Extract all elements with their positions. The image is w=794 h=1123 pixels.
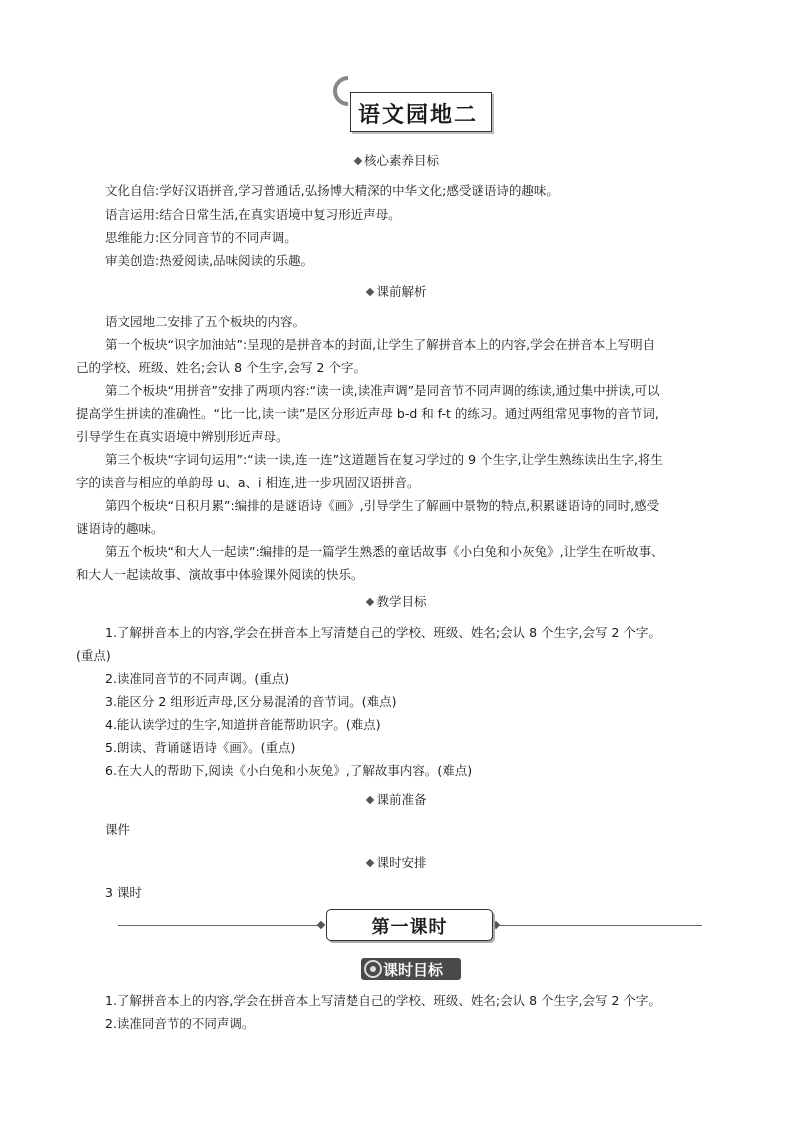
core-line: 文化自信:学好汉语拼音,学习普通话,弘扬博大精深的中华文化;感受谜语诗的趣味。 <box>105 183 559 198</box>
analysis-line: 提高学生拼读的准确性。“比一比,读一读”是区分形近声母 b-d 和 f-t 的练习。通过两组常见事物的音节词, <box>76 406 659 421</box>
section-heading-core-label: 核心素养目标 <box>363 153 439 168</box>
analysis-line: 和大人一起读故事、演故事中体验课外阅读的快乐。 <box>76 567 364 582</box>
lesson-rule-left <box>118 925 321 926</box>
schedule-text: 3 课时 <box>105 885 142 900</box>
prep-text: 课件 <box>105 822 131 837</box>
page-title: 语文园地二 <box>358 103 479 128</box>
diamond-icon <box>366 288 374 296</box>
diamond-icon <box>317 921 325 929</box>
goal-line: 5.朗读、背诵谜语诗《画》。(重点) <box>105 740 296 755</box>
analysis-line: 第三个板块“字词句运用”:“读一读,连一连”这道题旨在复习学过的 9 个生字,让学生熟练读出生字,将生 <box>105 452 663 467</box>
core-line: 审美创造:热爱阅读,品味阅读的乐趣。 <box>105 253 314 268</box>
analysis-line: 第五个板块“和大人一起读”:编排的是一篇学生熟悉的童话故事《小白兔和小灰兔》,让学生在听故事、 <box>105 544 664 559</box>
analysis-line: 字的读音与相应的单韵母 u、a、i 相连,进一步巩固汉语拼音。 <box>76 475 420 490</box>
section-heading-analysis-label: 课前解析 <box>376 284 427 299</box>
diamond-icon <box>492 921 500 929</box>
lesson-goal-line: 2.读准同音节的不同声调。 <box>105 1016 255 1031</box>
core-line: 语言运用:结合日常生活,在真实语境中复习形近声母。 <box>105 207 401 222</box>
goal-line: 6.在大人的帮助下,阅读《小白兔和小灰兔》,了解故事内容。(难点) <box>105 763 473 778</box>
analysis-line: 引导学生在真实语境中辨别形近声母。 <box>76 429 289 444</box>
section-heading-goals-label: 教学目标 <box>376 594 427 609</box>
section-heading-goals <box>0 592 794 610</box>
target-icon <box>364 960 382 978</box>
analysis-line: 语文园地二安排了五个板块的内容。 <box>105 314 306 329</box>
goal-line: (重点) <box>76 648 111 663</box>
core-line: 思维能力:区分同音节的不同声调。 <box>105 230 297 245</box>
diamond-icon <box>366 796 374 804</box>
diamond-icon <box>354 157 362 165</box>
goal-line: 3.能区分 2 组形近声母,区分易混淆的音节词。(难点) <box>105 694 397 709</box>
section-heading-schedule <box>0 853 794 871</box>
section-heading-analysis <box>0 282 794 300</box>
lesson-goal-line: 1.了解拼音本上的内容,学会在拼音本上写清楚自己的学校、班级、姓名;会认 8 个生字,会写 2 个字。 <box>105 993 661 1008</box>
lesson-rule-right <box>497 925 702 926</box>
section-heading-prep-label: 课前准备 <box>376 792 427 807</box>
analysis-line: 第四个板块“日积月累”:编排的是谜语诗《画》,引导学生了解画中景物的特点,积累谜语诗的同时,感受 <box>105 498 660 513</box>
section-heading-schedule-label: 课时安排 <box>376 855 427 870</box>
analysis-line: 第一个板块“识字加油站”:呈现的是拼音本的封面,让学生了解拼音本上的内容,学会在拼音本上写明自 <box>105 337 656 352</box>
diamond-icon <box>366 859 374 867</box>
lesson-title: 第一课时 <box>371 917 448 938</box>
goal-line: 1.了解拼音本上的内容,学会在拼音本上写清楚自己的学校、班级、姓名;会认 8 个生字,会写 2 个字。 <box>105 625 661 640</box>
section-heading-prep <box>0 790 794 808</box>
diamond-icon <box>366 598 374 606</box>
analysis-line: 己的学校、班级、姓名;会认 8 个生字,会写 2 个字。 <box>76 360 366 375</box>
section-heading-core <box>0 151 794 169</box>
analysis-line: 谜语诗的趣味。 <box>76 521 164 536</box>
goal-line: 2.读准同音节的不同声调。(重点) <box>105 671 290 686</box>
goal-line: 4.能认读学过的生字,知道拼音能帮助识字。(难点) <box>105 717 381 732</box>
analysis-line: 第二个板块“用拼音”安排了两项内容:“读一读,读准声调”是同音节不同声调的练读,通过集中拼读,可以 <box>105 383 660 398</box>
lesson-goal-badge-label: 课时目标 <box>383 961 444 979</box>
